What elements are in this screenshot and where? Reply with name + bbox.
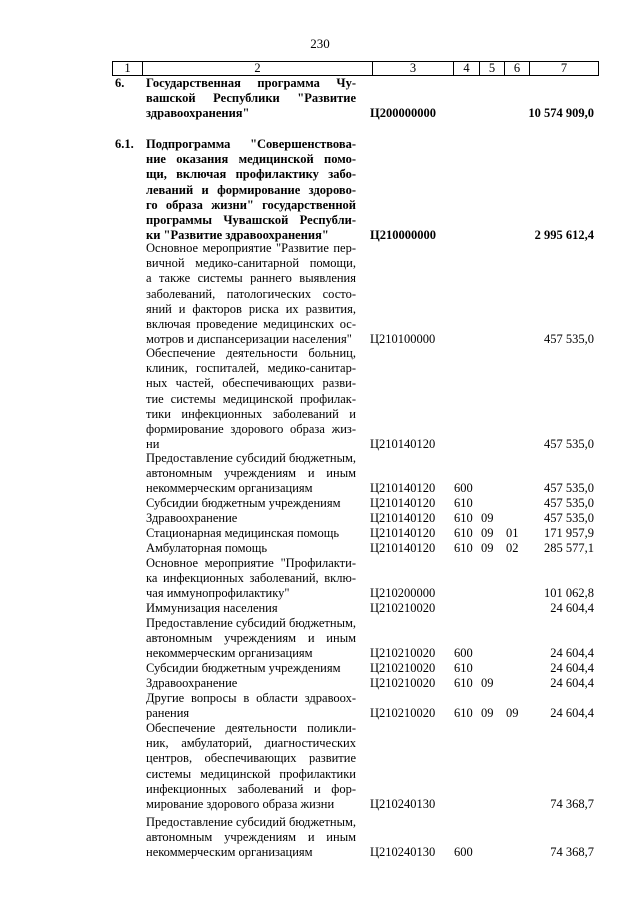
description-line: ных частей, обеспечивающих разви-	[146, 376, 356, 391]
description-line: заболеваний, патологических состо-	[146, 286, 356, 301]
row-description	[146, 137, 356, 243]
description-line: Здравоохранение	[146, 676, 238, 690]
description-line: вашской Республики "Развитие	[146, 91, 356, 106]
target-article-code: Ц210140120	[370, 526, 436, 540]
target-article-code: Ц210140120	[370, 541, 436, 555]
expense-type-code: 610	[454, 661, 473, 675]
description-line: мирование здорового образа жизни	[146, 797, 335, 812]
description-line: щи, включая профилактику забо-	[146, 167, 356, 182]
description-line: а также системы раннего выявления	[146, 271, 356, 286]
section-code: 09	[481, 706, 494, 721]
amount-value: 24 604,4	[550, 661, 594, 675]
description-line: вичной медико-санитарной помощи,	[146, 256, 356, 271]
amount-value: 285 577,1	[544, 541, 594, 555]
row-number: 6.	[115, 76, 125, 90]
target-article-code: Ц200000000	[370, 106, 436, 121]
amount-value: 24 604,4	[550, 706, 594, 721]
row-description	[146, 691, 356, 721]
amount-value: 24 604,4	[550, 601, 594, 615]
description-line: программы Чувашской Республи-	[146, 213, 356, 228]
amount-value: 24 604,4	[550, 646, 594, 661]
section-code: 09	[481, 541, 494, 555]
description-line: яний и факторов риска их развития,	[146, 301, 356, 316]
row-description	[146, 496, 356, 511]
target-article-code: Ц210000000	[370, 228, 436, 243]
description-line: чая иммунопрофилактику"	[146, 586, 290, 601]
amount-value: 457 535,0	[544, 437, 594, 452]
header-col-3: 3	[373, 62, 454, 76]
description-line: автономным учреждениям и иным	[146, 830, 356, 845]
target-article-code: Ц210210020	[370, 676, 436, 690]
expense-type-code: 600	[454, 646, 473, 661]
expense-type-code: 610	[454, 526, 473, 540]
description-line: Здравоохранение	[146, 511, 238, 525]
description-line: некоммерческим организациям	[146, 845, 313, 860]
amount-value: 74 368,7	[550, 845, 594, 860]
target-article-code: Ц210210020	[370, 706, 436, 721]
row-description	[146, 346, 356, 452]
target-article-code: Ц210140120	[370, 481, 436, 496]
description-line: Обеспечение деятельности поликли-	[146, 721, 356, 735]
page-number: 230	[310, 36, 330, 51]
description-line: Предоставление субсидий бюджетным,	[146, 451, 356, 465]
row-description	[146, 721, 356, 812]
section-code: 09	[481, 676, 494, 690]
section-code: 09	[481, 511, 494, 525]
description-line: Другие вопросы в области здравоох-	[146, 691, 356, 705]
row-description	[146, 601, 356, 616]
amount-value: 74 368,7	[550, 797, 594, 811]
target-article-code: Ц210140120	[370, 437, 436, 452]
description-line: тие системы медицинской профилак-	[146, 391, 356, 406]
target-article-code: Ц210240130	[370, 845, 436, 860]
description-line: леваний и формирование здорово-	[146, 182, 356, 197]
description-line: некоммерческим организациям	[146, 646, 313, 661]
row-description	[146, 541, 356, 556]
description-line: инфекционных заболеваний и фор-	[146, 781, 356, 796]
description-line: автономным учреждениям и иным	[146, 466, 356, 481]
description-line: Основное мероприятие "Развитие пер-	[146, 241, 356, 255]
description-line: Субсидии бюджетным учреждениям	[146, 496, 341, 510]
subsection-code: 02	[506, 541, 519, 555]
target-article-code: Ц210240130	[370, 797, 436, 811]
description-line: включая проведение медицинских ос-	[146, 317, 356, 332]
target-article-code: Ц210140120	[370, 496, 436, 510]
description-line: Амбулаторная помощь	[146, 541, 268, 555]
amount-value: 457 535,0	[544, 511, 594, 525]
expense-type-code: 600	[454, 845, 473, 860]
description-line: системы медицинской профилактики	[146, 766, 356, 781]
expense-type-code: 610	[454, 496, 473, 510]
header-col-7: 7	[530, 62, 599, 76]
row-description	[146, 661, 356, 676]
description-line: Подпрограмма "Совершенствова-	[146, 137, 356, 151]
description-line: Иммунизация населения	[146, 601, 278, 615]
description-line: Стационарная медицинская помощь	[146, 526, 340, 540]
amount-value: 2 995 612,4	[534, 228, 594, 243]
row-description	[146, 556, 356, 602]
subsection-code: 01	[506, 526, 519, 540]
amount-value: 24 604,4	[550, 676, 594, 690]
description-line: здравоохранения"	[146, 106, 250, 121]
header-col-4: 4	[454, 62, 480, 76]
description-line: Предоставление субсидий бюджетным,	[146, 616, 356, 630]
description-line: автономным учреждениям и иным	[146, 631, 356, 646]
description-line: клиник, госпиталей, медико-санитар-	[146, 361, 356, 376]
description-line: ник, амбулаторий, диагностических	[146, 736, 356, 751]
expense-type-code: 600	[454, 481, 473, 496]
description-line: ранения	[146, 706, 190, 721]
row-description	[146, 511, 356, 526]
description-line: ка инфекционных заболеваний, вклю-	[146, 571, 356, 586]
description-line: ки "Развитие здравоохранения"	[146, 228, 329, 243]
row-description	[146, 241, 356, 347]
expense-type-code: 610	[454, 511, 473, 525]
target-article-code: Ц210140120	[370, 511, 436, 525]
row-description	[146, 451, 356, 497]
description-line: формирование здорового образа жиз-	[146, 422, 356, 437]
section-code: 09	[481, 526, 494, 540]
amount-value: 457 535,0	[544, 332, 594, 347]
amount-value: 101 062,8	[544, 586, 594, 601]
target-article-code: Ц210210020	[370, 646, 436, 661]
expense-type-code: 610	[454, 676, 473, 690]
description-line: некоммерческим организациям	[146, 481, 313, 496]
expense-type-code: 610	[454, 541, 473, 555]
description-line: центров, обеспечивающих развитие	[146, 751, 356, 766]
description-line: мотров и диспансеризации населения"	[146, 332, 352, 347]
row-description	[146, 676, 356, 691]
description-line: Государственная программа Чу-	[146, 76, 356, 90]
description-line: ние оказания медицинской помо-	[146, 152, 356, 167]
target-article-code: Ц210210020	[370, 601, 436, 615]
header-col-1: 1	[113, 62, 143, 76]
header-col-6: 6	[505, 62, 530, 76]
subsection-code: 09	[506, 706, 519, 721]
header-col-5: 5	[480, 62, 505, 76]
row-description	[146, 526, 356, 541]
amount-value: 10 574 909,0	[528, 106, 594, 121]
amount-value: 171 957,9	[544, 526, 594, 540]
header-col-2: 2	[143, 62, 373, 76]
target-article-code: Ц210210020	[370, 661, 436, 675]
amount-value: 457 535,0	[544, 496, 594, 510]
description-line: Основное мероприятие "Профилакти-	[146, 556, 356, 570]
row-number: 6.1.	[115, 137, 134, 151]
amount-value: 457 535,0	[544, 481, 594, 496]
description-line: тики инфекционных заболеваний и	[146, 406, 356, 421]
expense-type-code: 610	[454, 706, 473, 721]
description-line: Предоставление субсидий бюджетным,	[146, 815, 356, 829]
description-line: ни	[146, 437, 160, 452]
description-line: го образа жизни" государственной	[146, 197, 356, 212]
row-description	[146, 616, 356, 662]
target-article-code: Ц210100000	[370, 332, 436, 347]
row-description	[146, 815, 356, 861]
row-description	[146, 76, 356, 122]
target-article-code: Ц210200000	[370, 586, 436, 601]
description-line: Субсидии бюджетным учреждениям	[146, 661, 341, 675]
description-line: Обеспечение деятельности больниц,	[146, 346, 356, 360]
